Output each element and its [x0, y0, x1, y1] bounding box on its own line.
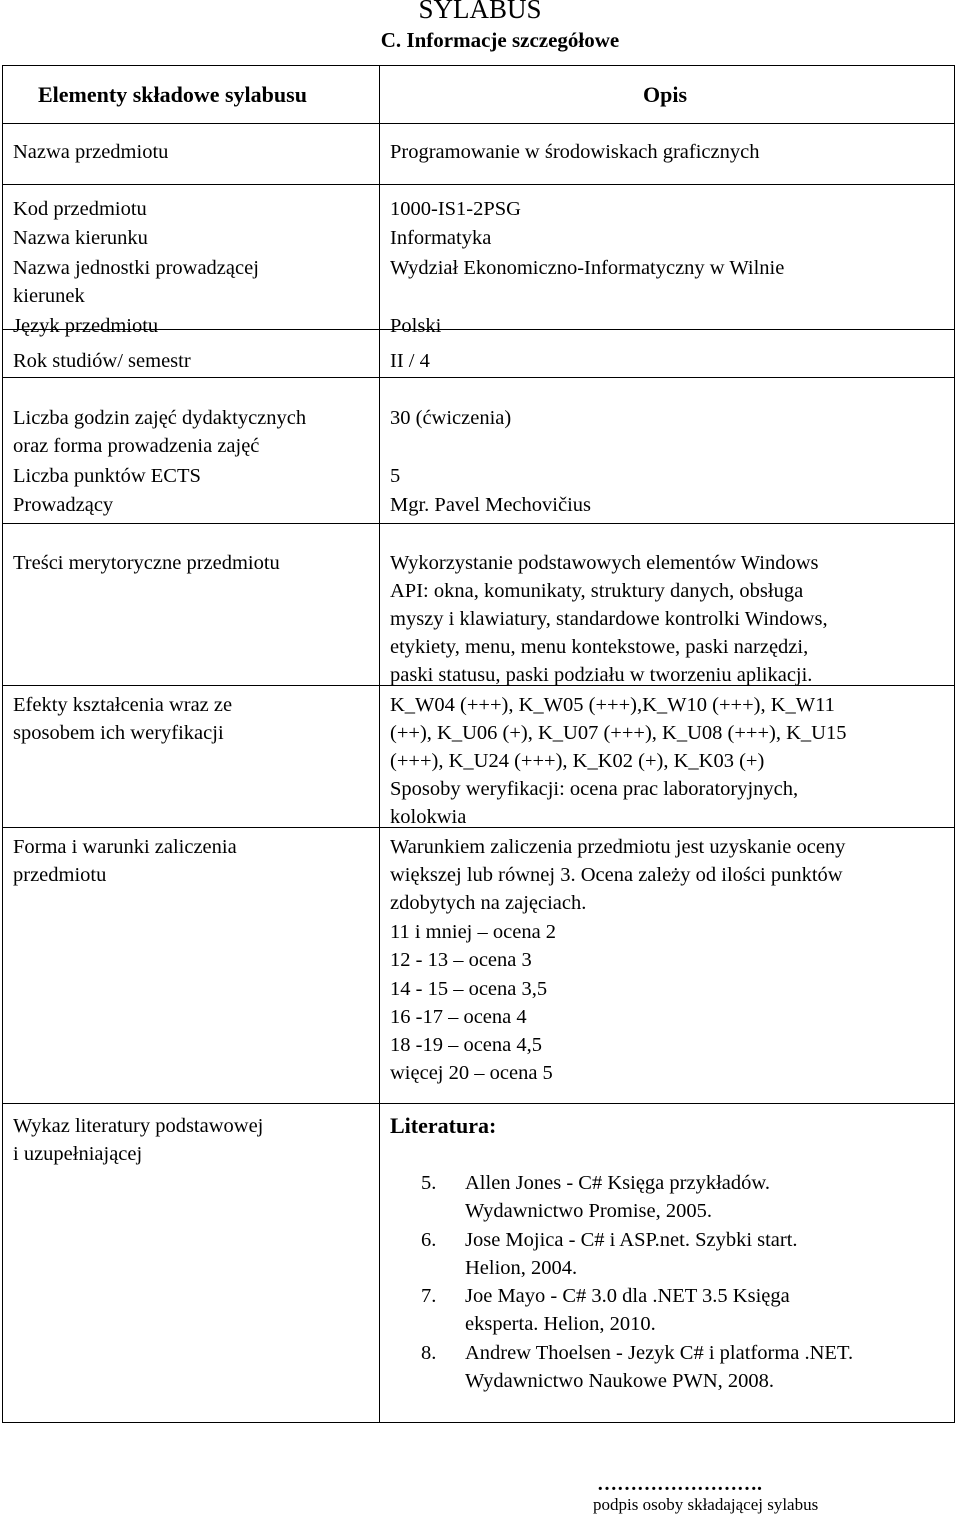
- value-hours: 30 (ćwiczenia): [390, 407, 512, 429]
- literature-number: 8.: [421, 1342, 437, 1364]
- value-ects: 5: [390, 465, 401, 487]
- literature-text: Allen Jones - C# Księga przykładów.: [465, 1172, 770, 1194]
- literature-text: Joe Mayo - C# 3.0 dla .NET 3.5 Księga: [465, 1285, 790, 1307]
- label-literature: Wykaz literatury podstawowej: [13, 1115, 264, 1137]
- literature-text: Wydawnictwo Naukowe PWN, 2008.: [465, 1370, 775, 1392]
- grade-line: więcej 20 – ocena 5: [390, 1062, 553, 1084]
- value-language: Polski: [390, 315, 442, 337]
- literature-text: eksperta. Helion, 2010.: [465, 1313, 656, 1335]
- content-line: paski statusu, paski podziału w tworzeniu aplikacji.: [390, 664, 813, 686]
- column-divider: [379, 66, 380, 1422]
- assessment-line: większej lub równej 3. Ocena zależy od ilości punktów: [390, 864, 843, 886]
- literature-number: 5.: [421, 1172, 437, 1194]
- assessment-line: zdobytych na zajęciach.: [390, 892, 587, 914]
- header-description: Opis: [643, 82, 688, 107]
- label-outcomes: Efekty kształcenia wraz ze: [13, 694, 233, 716]
- section-subtitle: C. Informacje szczegółowe: [380, 28, 620, 52]
- value-lecturer: Mgr. Pavel Mechovičius: [390, 494, 591, 516]
- content-line: etykiety, menu, menu kontekstowe, paski narzędzi,: [390, 636, 809, 658]
- outcomes-line: K_W04 (+++), K_W05 (+++),K_W10 (+++), K_W11: [390, 694, 835, 716]
- value-course-code: 1000-IS1-2PSG: [390, 198, 521, 220]
- grade-line: 16 -17 – ocena 4: [390, 1006, 527, 1028]
- outcomes-line: Sposoby weryfikacji: ocena prac laboratoryjnych,: [390, 778, 799, 800]
- literature-number: 7.: [421, 1285, 437, 1307]
- label-lecturer: Prowadzący: [13, 494, 114, 516]
- label-hours-cont: oraz forma prowadzenia zajęć: [13, 435, 260, 457]
- row-divider: [3, 827, 954, 828]
- outcomes-line: (+++), K_U24 (+++), K_K02 (+), K_K03 (+): [390, 750, 765, 772]
- signature-label: podpis osoby składającej sylabus: [593, 1495, 819, 1514]
- label-unit-cont: kierunek: [13, 285, 85, 307]
- grade-line: 18 -19 – ocena 4,5: [390, 1034, 542, 1056]
- label-hours: Liczba godzin zajęć dydaktycznych: [13, 407, 307, 429]
- content-line: Wykorzystanie podstawowych elementów Windows: [390, 552, 819, 574]
- value-course-name: Programowanie w środowiskach graficznych: [390, 141, 760, 163]
- literature-text: Andrew Thoelsen - Jezyk C# i platforma .NET.: [465, 1342, 854, 1364]
- label-assessment-cont: przedmiotu: [13, 864, 107, 886]
- header-elements: Elementy składowe sylabusu: [38, 82, 307, 107]
- value-field-name: Informatyka: [390, 227, 492, 249]
- label-year: Rok studiów/ semestr: [13, 350, 191, 372]
- content-line: myszy i klawiatury, standardowe kontrolki Windows,: [390, 608, 828, 630]
- grade-line: 11 i mniej – ocena 2: [390, 921, 557, 943]
- content-line: API: okna, komunikaty, struktury danych, obsługa: [390, 580, 804, 602]
- signature-line: …………………….: [597, 1473, 762, 1495]
- label-language: Język przedmiotu: [13, 315, 159, 337]
- literature-heading: Literatura:: [390, 1113, 497, 1138]
- grade-line: 14 - 15 – ocena 3,5: [390, 978, 548, 1000]
- row-divider: [3, 184, 954, 185]
- label-outcomes-cont: sposobem ich weryfikacji: [13, 722, 224, 744]
- row-divider: [3, 377, 954, 378]
- label-literature-cont: i uzupełniającej: [13, 1143, 143, 1165]
- label-course-code: Kod przedmiotu: [13, 198, 147, 220]
- assessment-line: Warunkiem zaliczenia przedmiotu jest uzyskanie oceny: [390, 836, 846, 858]
- label-assessment: Forma i warunki zaliczenia: [13, 836, 237, 858]
- label-ects: Liczba punktów ECTS: [13, 465, 201, 487]
- value-year: II / 4: [390, 350, 430, 372]
- value-unit: Wydział Ekonomiczno-Informatyczny w Wilnie: [390, 257, 785, 279]
- literature-number: 6.: [421, 1229, 437, 1251]
- literature-text: Wydawnictwo Promise, 2005.: [465, 1200, 713, 1222]
- outcomes-line: (++), K_U06 (+), K_U07 (+++), K_U08 (+++), K_U15: [390, 722, 847, 744]
- row-divider: [3, 1103, 954, 1104]
- label-content: Treści merytoryczne przedmiotu: [13, 552, 280, 574]
- syllabus-table: [2, 65, 955, 1423]
- document-title: SYLABUS: [418, 0, 542, 24]
- literature-text: Helion, 2004.: [465, 1257, 578, 1279]
- grade-line: 12 - 13 – ocena 3: [390, 949, 532, 971]
- label-course-name: Nazwa przedmiotu: [13, 141, 169, 163]
- label-unit: Nazwa jednostki prowadzącej: [13, 257, 259, 279]
- label-field-name: Nazwa kierunku: [13, 227, 148, 249]
- row-divider: [3, 123, 954, 124]
- literature-text: Jose Mojica - C# i ASP.net. Szybki start.: [465, 1229, 798, 1251]
- outcomes-line: kolokwia: [390, 806, 467, 828]
- row-divider: [3, 523, 954, 524]
